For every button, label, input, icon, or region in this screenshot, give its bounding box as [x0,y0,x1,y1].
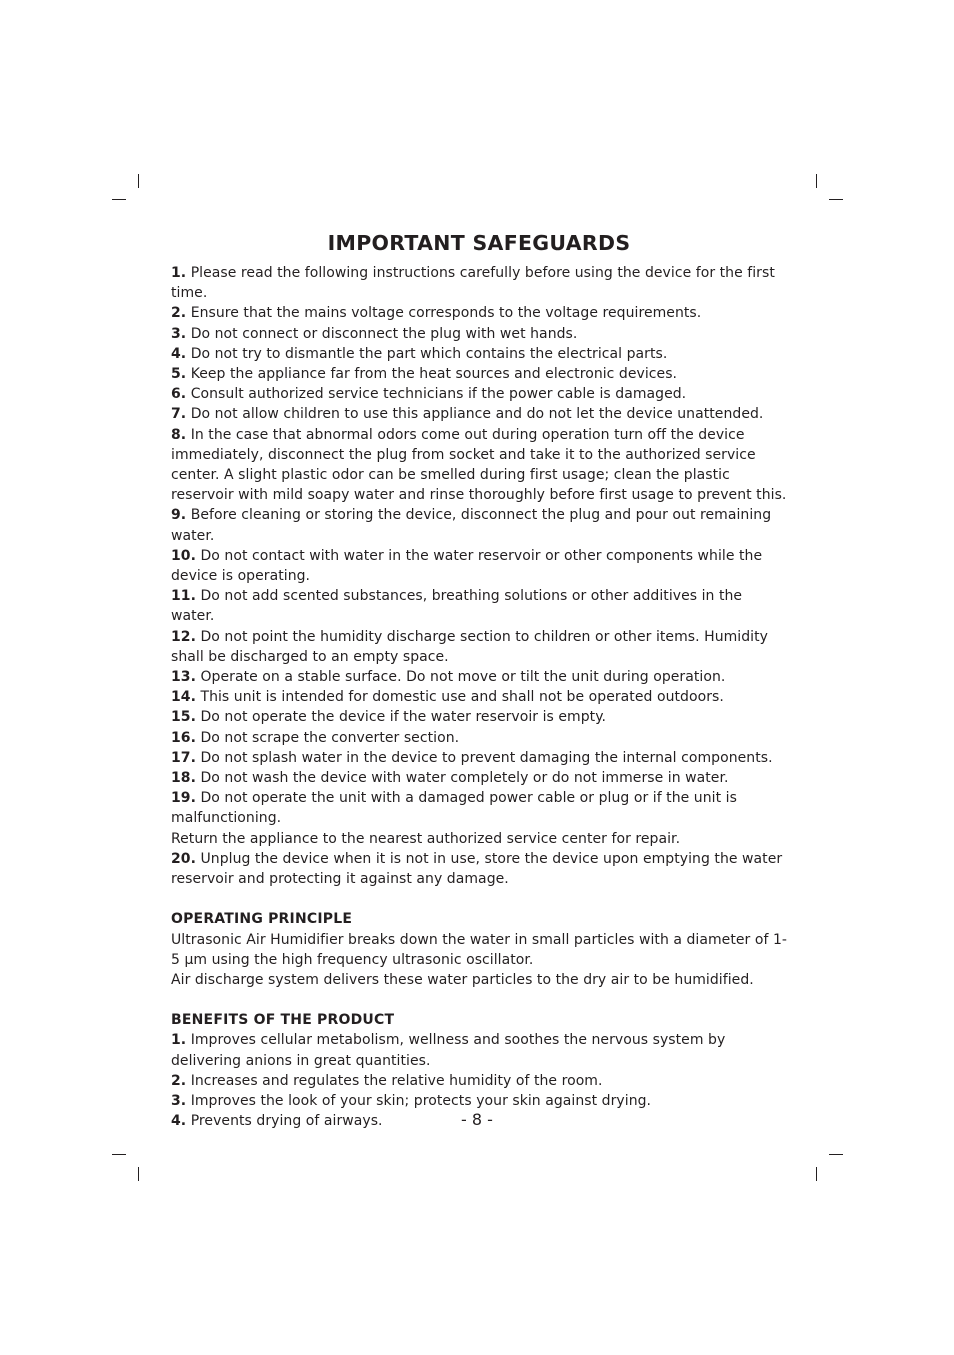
list-item: 12. Do not point the humidity discharge section to children or other items. Humidity shall be discharged to an empty space. [171,628,768,665]
list-item: 20. Unplug the device when it is not in use, store the device upon emptying the water reservoir and protecting it against any damage. [171,850,783,888]
list-item: 10. Do not contact with water in the water reservoir or other components while the device is operating. [171,547,763,585]
list-item: 3. Improves the look of your skin; protects your skin against drying. [171,1092,652,1109]
list-item: 4. Prevents drying of airways. [171,1113,383,1130]
crop-mark [112,1154,126,1155]
crop-mark [816,1167,817,1181]
section-heading: BENEFITS OF THE PRODUCT [171,1012,395,1029]
list-item: 14. This unit is intended for domestic use and shall not be operated outdoors. [171,689,724,706]
list-item: 19. Do not operate the unit with a damaged power cable or plug or if the unit is malfunctioning. [171,790,737,827]
list-item: 3. Do not connect or disconnect the plug with wet hands. [171,325,578,342]
crop-mark [138,174,139,188]
crop-mark [829,1154,843,1155]
list-item: 11. Do not add scented substances, breathing solutions or other additives in the water. [171,588,743,625]
crop-mark [816,174,817,188]
paragraph: Ultrasonic Air Humidifier breaks down the water in small particles with a diameter of 1-5 µm using the high frequency ultrasonic oscillator. [171,931,788,968]
list-item: 7. Do not allow children to use this appliance and do not let the device unattended. [171,406,764,423]
list-item-note: Return the appliance to the nearest authorized service center for repair. [171,830,681,847]
list-item: 8. In the case that abnormal odors come out during operation turn off the device immediately, disconnect the plug from socket and take it to the authorized service center. A slight plastic odor can be smelled during first usage; clean the plastic reservoir with mild soapy water and rinse thoroughly before first usage to prevent this. [171,426,787,504]
list-item: 6. Consult authorized service technicians if the power cable is damaged. [171,386,687,403]
crop-mark [112,199,126,200]
list-item: 13. Operate on a stable surface. Do not move or tilt the unit during operation. [171,669,726,686]
list-item: 4. Do not try to dismantle the part which contains the electrical parts. [171,345,668,362]
list-item: 1. Improves cellular metabolism, wellness and soothes the nervous system by delivering anions in great quantities. [171,1032,726,1069]
page-content [171,229,787,1131]
paragraph: Air discharge system delivers these water particles to the dry air to be humidified. [171,971,754,988]
page-number: - 8 - [461,1110,493,1129]
list-item: 5. Keep the appliance far from the heat sources and electronic devices. [171,366,678,383]
crop-mark [138,1167,139,1181]
list-item: 2. Ensure that the mains voltage corresponds to the voltage requirements. [171,305,702,322]
section-heading: OPERATING PRINCIPLE [171,911,353,928]
page-title: IMPORTANT SAFEGUARDS [327,231,631,255]
list-item: 15. Do not operate the device if the water reservoir is empty. [171,709,607,726]
list-item: 1. Please read the following instructions carefully before using the device for the first time. [171,265,775,302]
crop-mark [829,199,843,200]
list-item: 2. Increases and regulates the relative humidity of the room. [171,1072,603,1089]
list-item: 18. Do not wash the device with water completely or do not immerse in water. [171,770,729,787]
safeguards-list [171,263,787,889]
list-item: 17. Do not splash water in the device to prevent damaging the internal components. [171,749,773,766]
operating-principle-section [171,909,787,990]
list-item: 9. Before cleaning or storing the device, disconnect the plug and pour out remaining water. [171,507,772,544]
list-item: 16. Do not scrape the converter section. [171,729,460,746]
